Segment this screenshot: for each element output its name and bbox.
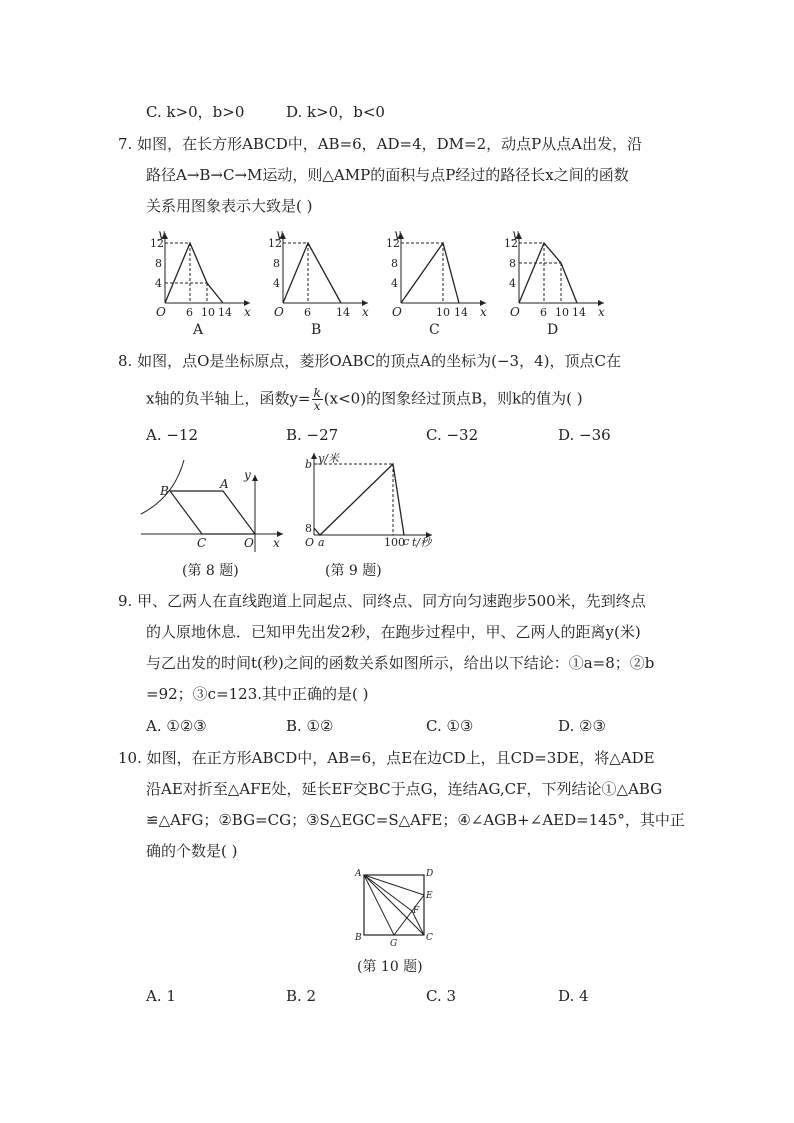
q10-option-d: D. 4 bbox=[558, 987, 589, 1005]
q9-option-b: B. ①② bbox=[286, 717, 334, 735]
graph-line bbox=[165, 243, 223, 303]
tick-x-14: 14 bbox=[454, 306, 468, 319]
q9-caption: (第 9 题) bbox=[325, 563, 382, 579]
tick-x-10: 10 bbox=[555, 306, 569, 319]
label-y: y bbox=[244, 468, 251, 482]
q10-caption: (第 10 题) bbox=[357, 959, 423, 975]
graph-label: C bbox=[429, 322, 440, 338]
q7-line-3: 关系用图象表示大致是( ) bbox=[146, 197, 313, 215]
graph-label: A bbox=[193, 322, 204, 338]
q7-line-1: 7. 如图，在长方形ABCD中，AB=6，AD=4，DM=2，动点P从点A出发，沿 bbox=[118, 135, 643, 153]
graph-label: D bbox=[547, 322, 559, 338]
tick-y-8: 8 bbox=[273, 257, 280, 270]
segment-ac bbox=[364, 875, 424, 935]
label-a: a bbox=[318, 536, 325, 549]
label-e: E bbox=[426, 891, 433, 901]
label-x: x bbox=[273, 536, 280, 550]
label-b: B bbox=[160, 484, 169, 498]
q10-figure bbox=[348, 866, 440, 950]
y-arrow bbox=[252, 475, 258, 481]
q9-line-4: =92；③c=123.其中正确的是( ) bbox=[146, 685, 369, 703]
label-100: 100 bbox=[384, 536, 405, 549]
q10-line-2: 沿AE对折至△AFE处，延长EF交BC于点G，连结AG,CF，下列结论①△ABG bbox=[146, 780, 663, 798]
q10-line-3: ≌△AFG；②BG=CG；③S△EGC=S△AFE；④∠AGB+∠AED=145°，其中正 bbox=[146, 811, 685, 829]
origin-label: O bbox=[510, 305, 520, 319]
tick-y-12: 12 bbox=[150, 237, 164, 250]
tick-x-6: 6 bbox=[304, 306, 311, 319]
q10-line-4: 确的个数是( ) bbox=[146, 842, 238, 860]
tick-x-14: 14 bbox=[218, 306, 232, 319]
q10-option-a: A. 1 bbox=[146, 987, 176, 1005]
q9-option-a: A. ①②③ bbox=[146, 717, 207, 735]
q7-graph-b bbox=[258, 228, 373, 340]
q8-option-c: C. −32 bbox=[426, 426, 479, 444]
label-a: A bbox=[355, 869, 362, 879]
x-label: x bbox=[480, 305, 487, 319]
q7-graph-d bbox=[494, 228, 609, 340]
tick-x-10: 10 bbox=[436, 306, 450, 319]
q8-line-2b: (x<0)的图象经过顶点B，则k的值为( ) bbox=[323, 389, 583, 408]
tick-x-14: 14 bbox=[336, 306, 350, 319]
label-b: B bbox=[355, 933, 362, 943]
q9-line-3: 与乙出发的时间t(秒)之间的函数关系如图所示，给出以下结论：①a=8；②b bbox=[146, 654, 655, 672]
y-label: y bbox=[276, 228, 283, 241]
tick-y-12: 12 bbox=[504, 237, 518, 250]
q10-option-c: C. 3 bbox=[426, 987, 457, 1005]
q10-line-1: 10. 如图，在正方形ABCD中，AB=6，点E在边CD上，且CD=3DE，将△ADE bbox=[118, 749, 655, 767]
q6-option-d: D. k>0，b<0 bbox=[286, 103, 385, 121]
origin-label: O bbox=[156, 305, 166, 319]
graph-label: B bbox=[311, 322, 322, 338]
label-o: O bbox=[305, 536, 315, 549]
q8-option-a: A. −12 bbox=[146, 426, 199, 444]
origin-label: O bbox=[274, 305, 284, 319]
t-axis-label: t/秒 bbox=[412, 536, 432, 549]
x-label: x bbox=[244, 305, 251, 319]
y-label: y bbox=[158, 228, 165, 241]
graph-line bbox=[519, 243, 577, 303]
q8-option-b: B. −27 bbox=[286, 426, 339, 444]
q9-figure bbox=[300, 448, 440, 554]
x-label: x bbox=[362, 305, 369, 319]
graph-line bbox=[401, 243, 459, 303]
y-axis-label: y/米 bbox=[318, 452, 339, 465]
fraction bbox=[312, 387, 323, 412]
tick-y-4: 4 bbox=[273, 277, 280, 290]
label-c: C bbox=[426, 933, 433, 943]
tick-y-8: 8 bbox=[509, 257, 516, 270]
q9-line-2: 的人原地休息．已知甲先出发2秒，在跑步过程中，甲、乙两人的距离y(米) bbox=[146, 623, 641, 641]
label-b: b bbox=[305, 458, 313, 471]
q6-option-c: C. k>0，b>0 bbox=[146, 103, 245, 121]
label-a: A bbox=[220, 477, 229, 491]
q9-line-1: 9. 甲、乙两人在直线跑道上同起点、同终点、同方向匀速跑步500米，先到终点 bbox=[118, 592, 646, 610]
q9-option-d: D. ②③ bbox=[558, 717, 606, 735]
label-d: D bbox=[426, 869, 434, 879]
tick-y-4: 4 bbox=[155, 277, 162, 290]
segment-af bbox=[364, 875, 412, 911]
graph-line bbox=[283, 243, 341, 303]
tick-y-12: 12 bbox=[386, 237, 400, 250]
distance-line bbox=[314, 464, 404, 535]
tick-x-10: 10 bbox=[201, 306, 215, 319]
origin-label: O bbox=[392, 305, 402, 319]
label-f: F bbox=[413, 906, 420, 916]
x-label: x bbox=[598, 305, 605, 319]
label-c: c bbox=[403, 535, 410, 548]
label-c: C bbox=[197, 536, 207, 550]
tick-y-8: 8 bbox=[155, 257, 162, 270]
q7-line-2: 路径A→B→C→M运动，则△AMP的面积与点P经过的路径长x之间的函数 bbox=[146, 166, 629, 184]
tick-y-4: 4 bbox=[509, 277, 516, 290]
tick-y-12: 12 bbox=[268, 237, 282, 250]
q7-graph-a bbox=[140, 228, 255, 340]
q8-caption: (第 8 题) bbox=[182, 563, 239, 579]
fraction-denominator: x bbox=[313, 399, 321, 413]
q7-graph-c bbox=[376, 228, 491, 340]
q8-figure bbox=[138, 455, 288, 555]
q8-line-2a: x轴的负半轴上，函数y= bbox=[146, 389, 311, 408]
tick-x-6: 6 bbox=[540, 306, 547, 319]
fraction-numerator: k bbox=[313, 386, 321, 400]
tick-x-6: 6 bbox=[186, 306, 193, 319]
label-g: G bbox=[390, 939, 398, 949]
tick-y-8: 8 bbox=[391, 257, 398, 270]
y-label: y bbox=[512, 228, 519, 241]
tick-x-14: 14 bbox=[572, 306, 586, 319]
tick-y-4: 4 bbox=[391, 277, 398, 290]
rhombus-oabc bbox=[170, 491, 255, 534]
q9-option-c: C. ①③ bbox=[426, 717, 474, 735]
y-label: y bbox=[394, 228, 401, 241]
label-8: 8 bbox=[305, 522, 312, 535]
label-o: O bbox=[244, 536, 254, 550]
q10-option-b: B. 2 bbox=[286, 987, 317, 1005]
q8-line-2 bbox=[146, 387, 583, 412]
q8-option-d: D. −36 bbox=[558, 426, 611, 444]
q8-line-1: 8. 如图，点O是坐标原点，菱形OABC的顶点A的坐标为(−3，4)，顶点C在 bbox=[118, 352, 621, 370]
